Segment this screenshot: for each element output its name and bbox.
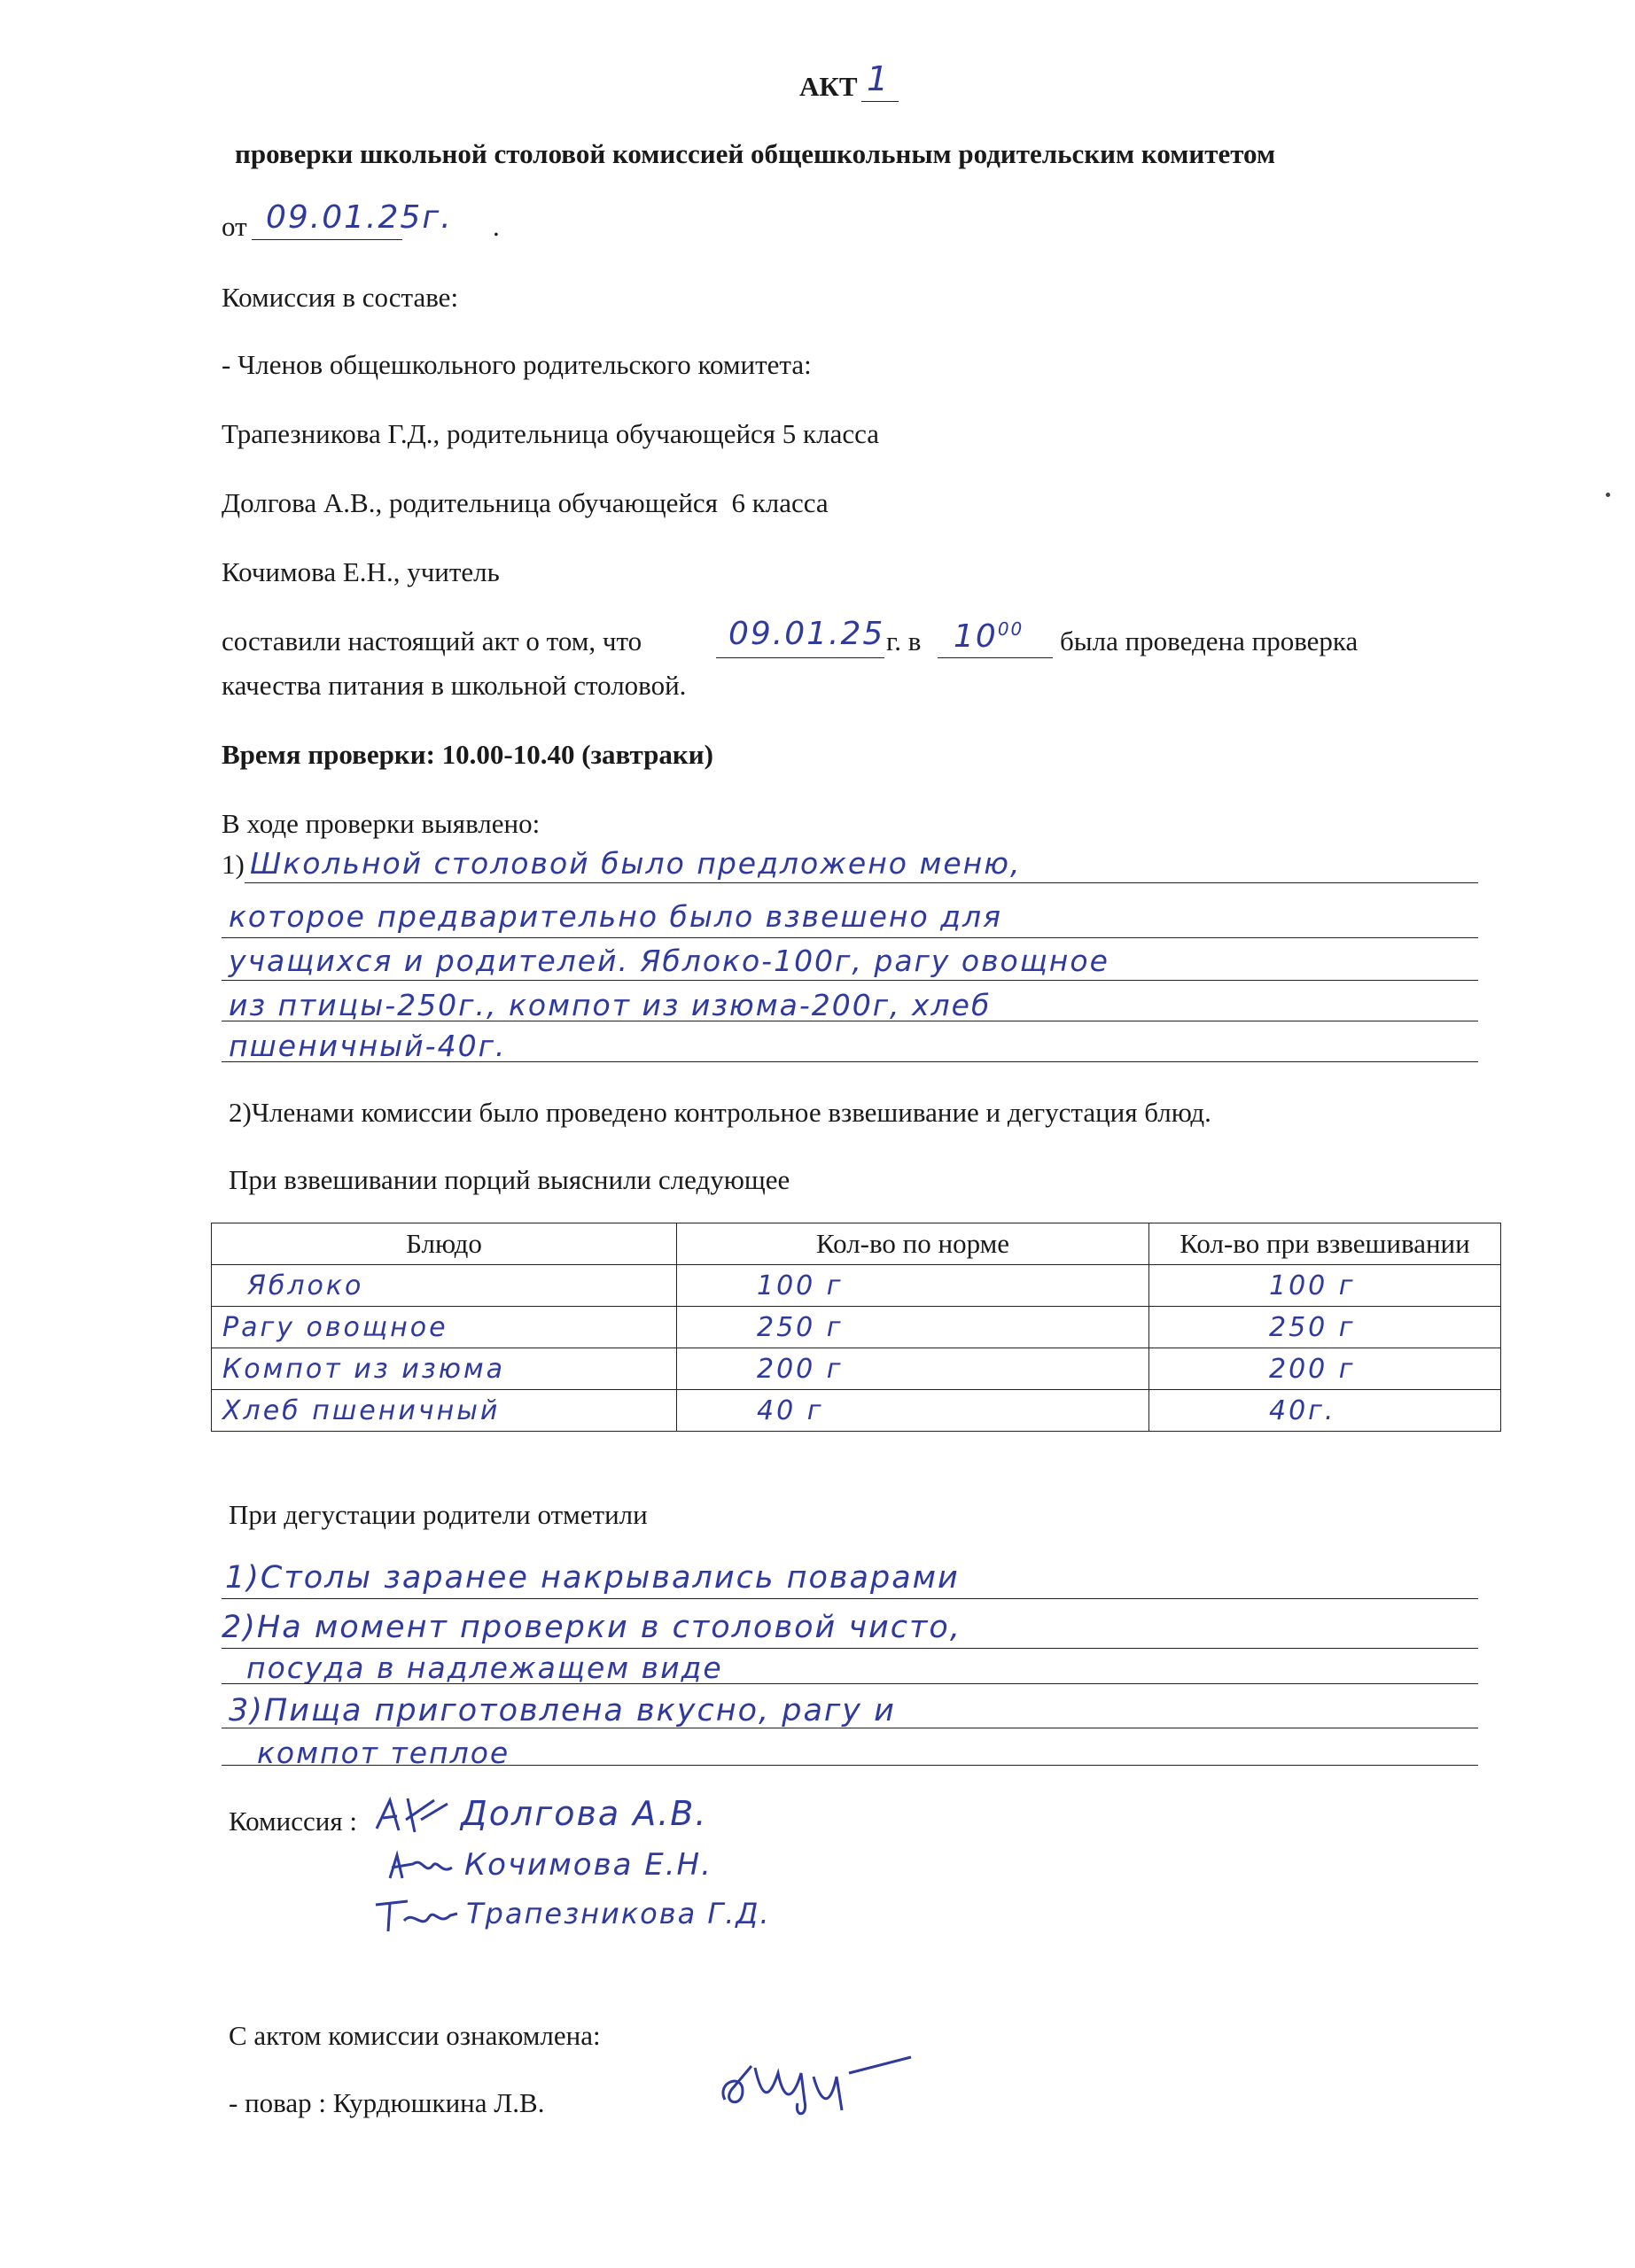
signature-mark-1 xyxy=(372,1793,452,1837)
header-weighed: Кол-во при взвешивании xyxy=(1149,1223,1501,1265)
signature-name-2: Кочимова Е.Н. xyxy=(464,1847,712,1883)
signature-mark-2 xyxy=(386,1848,457,1887)
weighing-heading: При взвешивании порций выяснили следующее xyxy=(229,1164,790,1195)
finding-1-number: 1) xyxy=(222,849,245,880)
tasting-heading: При дегустации родители отметили xyxy=(229,1499,648,1530)
statement-date-line xyxy=(716,657,884,658)
dish-cell: Яблоко xyxy=(212,1265,677,1307)
findings-heading: В ходе проверки выявлено: xyxy=(222,808,541,839)
statement-line2: качества питания в школьной столовой. xyxy=(222,670,687,701)
tasting-line-1: 1)Столы заранее накрывались поварами xyxy=(225,1560,960,1596)
signature-mark-3 xyxy=(372,1894,461,1938)
table-row xyxy=(212,1265,1501,1307)
tasting-line-3: посуда в надлежащем виде xyxy=(246,1651,723,1685)
finding-1-line-3: учащихся и родителей. Яблоко-100г, рагу овощное xyxy=(229,944,1109,978)
weighed-cell: 100 г xyxy=(1149,1265,1501,1307)
tasting-line-5: компот теплое xyxy=(257,1736,510,1770)
finding-1-line-1: Школьной столовой было предложено меню, xyxy=(250,846,1022,881)
finding-1-line-2: которое предварительно было взвешено для xyxy=(229,899,1002,934)
statement-time-line xyxy=(938,657,1053,658)
header-norm: Кол-во по норме xyxy=(677,1223,1149,1265)
statement-date: 09.01.25 xyxy=(728,616,885,652)
norm-cell: 250 г xyxy=(677,1307,1149,1348)
statement-time-hour: 10 xyxy=(954,618,998,655)
statement-part2: г. в xyxy=(886,625,922,656)
dish-cell: Хлеб пшеничный xyxy=(212,1390,677,1432)
statement-part1: составили настоящий акт о том, что xyxy=(222,625,642,656)
dish-cell: Компот из изюма xyxy=(212,1348,677,1390)
finding-1-rule-5 xyxy=(222,1061,1478,1062)
weighed-cell: 40г. xyxy=(1149,1390,1501,1432)
act-number-line xyxy=(861,101,899,102)
act-title-text: АКТ xyxy=(799,71,858,102)
tasting-line-4: 3)Пища приготовлена вкусно, рагу и xyxy=(229,1693,896,1728)
act-title xyxy=(799,73,858,100)
check-time: Время проверки: 10.00-10.40 (завтраки) xyxy=(222,739,713,770)
finding-1-line-4: из птицы-250г., компот из изюма-200г, хлеб xyxy=(229,988,992,1022)
norm-cell: 40 г xyxy=(677,1390,1149,1432)
scan-speck xyxy=(1606,493,1610,497)
cook-line: - повар : Курдюшкина Л.В. xyxy=(229,2087,545,2118)
date-prefix: от xyxy=(222,211,247,242)
tasting-rule-2 xyxy=(222,1648,1478,1649)
date-line xyxy=(252,239,402,240)
signature-name-3: Трапезникова Г.Д. xyxy=(466,1897,771,1930)
cook-signature xyxy=(716,2047,920,2117)
commission-signatures-label: Комиссия : xyxy=(229,1806,357,1837)
weighed-cell: 200 г xyxy=(1149,1348,1501,1390)
table-header-row xyxy=(212,1223,1501,1265)
norm-cell: 200 г xyxy=(677,1348,1149,1390)
finding-2: 2)Членами комиссии было проведено контрольное взвешивание и дегустация блюд. xyxy=(229,1097,1211,1128)
table-row xyxy=(212,1307,1501,1348)
weighing-table xyxy=(211,1223,1501,1432)
tasting-rule-5 xyxy=(222,1765,1478,1766)
tasting-rule-1 xyxy=(222,1598,1478,1599)
member-2: Долгова А.В., родительница обучающейся 6 класса xyxy=(222,487,829,518)
weighed-cell: 250 г xyxy=(1149,1307,1501,1348)
act-date: 09.01.25г. xyxy=(266,199,453,236)
statement-time-minutes: 00 xyxy=(997,618,1024,640)
tasting-line-2: 2)На момент проверки в столовой чисто, xyxy=(222,1610,962,1645)
member-1: Трапезникова Г.Д., родительница обучающейся 5 класса xyxy=(222,418,880,449)
statement-time xyxy=(954,620,1024,653)
finding-1-rule-3 xyxy=(222,980,1478,981)
act-number: 1 xyxy=(867,59,891,98)
dish-cell: Рагу овощное xyxy=(212,1307,677,1348)
acknowledged-heading: С актом комиссии ознакомлена: xyxy=(229,2020,601,2051)
finding-1-line-5: пшеничный-40г. xyxy=(229,1029,507,1063)
table-row xyxy=(212,1348,1501,1390)
member-3: Кочимова Е.Н., учитель xyxy=(222,556,500,587)
tasting-rule-3 xyxy=(222,1683,1478,1684)
signature-name-1: Долгова А.В. xyxy=(461,1794,708,1833)
table-row xyxy=(212,1390,1501,1432)
finding-1-rule-1 xyxy=(245,882,1478,883)
finding-1-rule-2 xyxy=(222,937,1478,938)
date-dot: . xyxy=(493,211,500,242)
commission-heading: Комиссия в составе: xyxy=(222,282,459,313)
act-subtitle: проверки школьной столовой комиссией общешкольным родительским комитетом xyxy=(235,138,1276,169)
members-heading: - Членов общешкольного родительского комитета: xyxy=(222,349,812,380)
statement-part3: была проведена проверка xyxy=(1060,625,1359,656)
norm-cell: 100 г xyxy=(677,1265,1149,1307)
header-dish: Блюдо xyxy=(212,1223,677,1265)
